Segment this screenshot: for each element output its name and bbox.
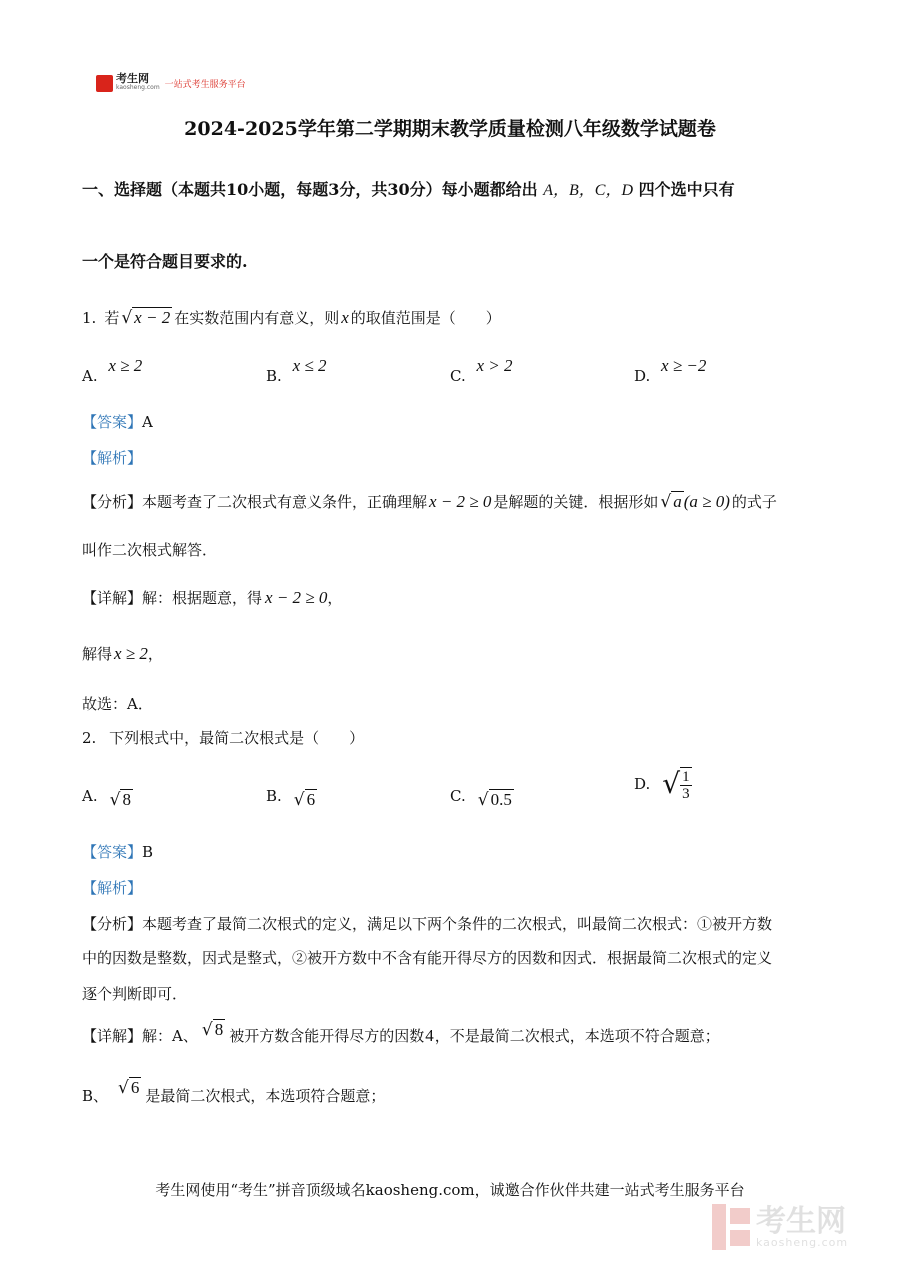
sqrt-a [660, 492, 683, 512]
radical-icon: √ [477, 790, 489, 810]
logo-slogan: 一站式考生服务平台 [164, 79, 246, 90]
fenxi-tag: 【分析】 [82, 915, 143, 933]
footer-watermark [712, 1204, 848, 1250]
q2-fenxi-line1 [82, 914, 772, 934]
detail-a-text-2: ，不是最简二次根式，本选项不符合题意； [434, 1027, 720, 1045]
fenxi-expr: x − 2 ≥ 0 [429, 492, 492, 511]
q1-mid: 在实数范围内有意义，则 [174, 309, 340, 327]
q2-option-c [450, 786, 514, 810]
q2-answer [82, 842, 153, 862]
question-number: 2. [82, 729, 97, 747]
option-letters: A，B，C，D [543, 182, 634, 199]
q1-answer [82, 412, 153, 432]
question-1-stem [82, 308, 501, 328]
q2-fenxi-line3: 逐个判断即可． [82, 985, 188, 1003]
fenxi-text-3: 的式子 [731, 493, 777, 511]
option-label: D. [634, 775, 651, 793]
radical-icon: √ [121, 308, 133, 328]
detail-b-pre: B、 [82, 1087, 109, 1105]
option-sqrt-frac [662, 764, 691, 804]
detail-a-pre: 解：A、 [142, 1027, 198, 1045]
numerator: 1 [682, 768, 690, 785]
q2-detail-b [82, 1078, 386, 1106]
section-heading-line2: 一个是符合题目要求的. [82, 252, 248, 271]
q1-option-b [266, 356, 327, 385]
logo-name: 考生网 [116, 72, 149, 85]
answer-tag: 【答案】 [82, 413, 143, 431]
question-2-stem [82, 728, 364, 748]
logo-domain: kaosheng.com [116, 84, 160, 91]
radical-icon: √ [118, 1078, 129, 1098]
answer-value: A [142, 413, 153, 431]
fenxi-text-1: 本题考查了二次根式有意义条件，正确理解 [142, 493, 428, 511]
answer-tag: 【答案】 [82, 843, 143, 861]
option-sqrt [294, 790, 317, 810]
option-expr: x ≤ 2 [292, 356, 327, 375]
detail-tag: 【详解】 [82, 589, 143, 607]
radicand: 0.5 [490, 790, 512, 809]
option-expr: x ≥ −2 [661, 356, 707, 375]
section-heading [82, 180, 735, 201]
q2-option-a [82, 786, 133, 810]
option-label: C. [450, 787, 466, 805]
q1-pre: 若 [104, 309, 120, 327]
solve-pre: 解得 [82, 645, 113, 663]
radicand: 8 [214, 1020, 224, 1039]
radicand: x − 2 [134, 308, 171, 327]
option-label: B. [266, 367, 282, 385]
detail-end: ， [327, 589, 343, 607]
q1-fenxi-line2: 叫作二次根式解答． [82, 541, 218, 559]
detail-tag: 【详解】 [82, 1027, 143, 1045]
watermark-logo-icon [712, 1204, 750, 1250]
fenxi-cond: (a ≥ 0) [683, 492, 730, 511]
option-label: D. [634, 367, 651, 385]
q2-option-d [634, 764, 692, 804]
denominator: 3 [682, 785, 690, 802]
option-label: A. [82, 787, 98, 805]
detail-text: 解：根据题意，得 [142, 589, 263, 607]
option-sqrt [478, 790, 514, 810]
watermark-domain: kaosheng.com [756, 1235, 849, 1249]
q2-fenxi-line2: 中的因数是整数，因式是整式，②被开方数中不含有能开得尽方的因数和因式．根据最简二次根式的定义 [82, 949, 773, 967]
fraction [680, 767, 692, 802]
sqrt-8 [202, 1020, 225, 1040]
q1-option-c [450, 356, 513, 385]
solve-end: ， [147, 645, 163, 663]
option-label: B. [266, 787, 282, 805]
radical-icon: √ [201, 1020, 213, 1040]
q1-analysis-tag: 【解析】 [82, 449, 143, 467]
radical-icon: √ [109, 790, 121, 810]
q1-option-a [82, 356, 143, 385]
q1-option-d [634, 356, 707, 385]
q1-post: 的取值范围是（ ） [350, 309, 501, 327]
radicand: 8 [122, 790, 131, 809]
section-heading-text: 一、选择题（本题共10小题，每题3分，共30分）每小题都给出 [82, 180, 538, 199]
radical-icon: √ [660, 492, 672, 512]
q1-detail [82, 588, 342, 608]
option-expr: x > 2 [476, 356, 513, 375]
detail-expr: x − 2 ≥ 0 [265, 588, 328, 607]
header-logo [96, 72, 246, 94]
page-title: 2024-2025学年第二学期期末教学质量检测八年级数学试题卷 [184, 118, 716, 140]
fenxi-text-1: 本题考查了最简二次根式的定义，满足以下两个条件的二次根式，叫最简二次根式：①被开方数 [142, 915, 773, 933]
fenxi-tag: 【分析】 [82, 493, 143, 511]
q2-stem-text: 下列根式中，最简二次根式是（ ） [109, 729, 365, 747]
sqrt-expression [121, 308, 172, 328]
q1-choose: 故选：A． [82, 695, 153, 713]
q1-fenxi [82, 492, 777, 512]
variable-x: x [341, 308, 349, 327]
option-label: C. [450, 367, 466, 385]
radicand: a [673, 492, 682, 511]
watermark-name: 考生网 [756, 1203, 846, 1239]
radical-icon: √ [293, 790, 305, 810]
q2-analysis-tag: 【解析】 [82, 879, 143, 897]
radical-icon: √ [662, 767, 681, 800]
q2-option-b [266, 786, 317, 810]
option-label: A. [82, 367, 98, 385]
q1-solve [82, 644, 163, 664]
radicand: 6 [306, 790, 316, 809]
option-sqrt [110, 790, 133, 810]
answer-value: B [142, 843, 154, 861]
q2-detail-a [82, 1020, 720, 1046]
section-heading-tail: 四个选中只有 [638, 180, 735, 199]
footer-text: 考生网使用“考生”拼音顶级域名kaosheng.com，诚邀合作伙伴共建一站式考生服务平台 [155, 1181, 745, 1199]
question-number: 1. [82, 309, 97, 327]
radicand: 6 [130, 1078, 140, 1097]
logo-mark-icon [96, 75, 113, 92]
sqrt-6 [118, 1078, 141, 1098]
fenxi-text-2: 是解题的关键．根据形如 [493, 493, 659, 511]
detail-b-text: 是最简二次根式，本选项符合题意； [145, 1087, 386, 1105]
detail-a-number: 4 [425, 1026, 434, 1045]
option-expr: x ≥ 2 [108, 356, 143, 375]
detail-a-text-1: 被开方数含能开得尽方的因数 [229, 1027, 425, 1045]
solve-expr: x ≥ 2 [114, 644, 148, 663]
